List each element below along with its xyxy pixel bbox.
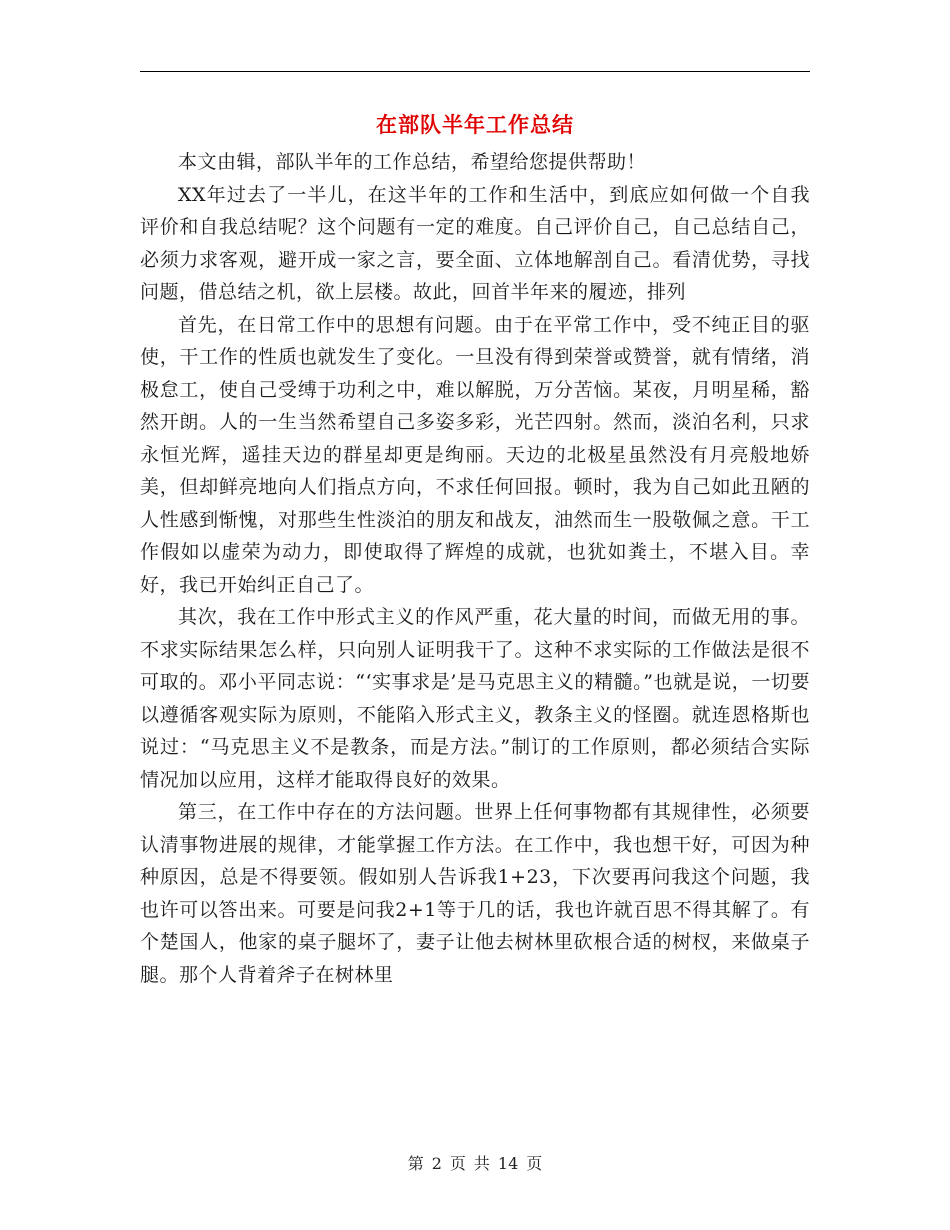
footer-total-word: 共 (473, 1154, 490, 1173)
paragraph-intro: 本文由辑，部队半年的工作总结，希望给您提供帮助！ (178, 151, 647, 173)
footer-prefix: 第 (407, 1154, 424, 1173)
document-title: 在部队半年工作总结 (376, 112, 574, 137)
header-rule (140, 71, 810, 72)
document-body (140, 146, 810, 991)
paragraph-3: 其次，我在工作中形式主义的作风严重，花大量的时间，而做无用的事。不求实际结果怎么样，只向别人证明我干了。这种不求实际的工作做法是很不可取的。邓小平同志说：“‘实事求是’是马克思主义的精髓。”也就是说，一切要以遵循客观实际为原则，不能陷入形式主义，教条主义的怪圈。就连恩格斯也说过：“马克思主义不是教条，而是方法。”制订的工作原则，都必须结合实际情况加以应用，这样才能取得良好的效果。 (140, 606, 810, 791)
footer-current-page: 2 (431, 1154, 442, 1173)
paragraph-1: XX年过去了一半儿，在这半年的工作和生活中，到底应如何做一个自我评价和自我总结呢？这个问题有一定的难度。自己评价自己，自己总结自己，必须力求客观，避开成一家之言，要全面、立体地解剖自己。看清优势，寻找问题，借总结之机，欲上层楼。故此，回首半年来的履迹，排列 (140, 183, 810, 303)
footer-total-pages: 14 (497, 1154, 519, 1173)
paragraph-2: 首先，在日常工作中的思想有问题。由于在平常工作中，受不纯正目的驱使，干工作的性质也就发生了变化。一旦没有得到荣誉或赞誉，就有情绪，消极怠工，使自己受缚于功利之中，难以解脱，万分苦恼。某夜，月明星稀，豁然开朗。人的一生当然希望自己多姿多彩，光芒四射。然而，淡泊名利，只求永恒光辉，遥挂天边的群星却更是绚丽。天边的北极星虽然没有月亮般地娇美，但却鲜亮地向人们指点方向，不求任何回报。顿时，我为自己如此丑陋的人性感到惭愧，对那些生性淡泊的朋友和战友，油然而生一股敬佩之意。干工作假如以虚荣为动力，即使取得了辉煌的成就，也犹如粪土，不堪入目。幸好，我已开始纠正自己了。 (140, 313, 810, 596)
footer-page-word: 页 (449, 1154, 466, 1173)
footer-suffix: 页 (526, 1154, 543, 1173)
page-footer (140, 1152, 810, 1176)
paragraph-4: 第三，在工作中存在的方法问题。世界上任何事物都有其规律性，必须要认清事物进展的规律，才能掌握工作方法。在工作中，我也想干好，可因为种种原因，总是不得要领。假如别人告诉我1+23，下次要再问我这个问题，我也许可以答出来。可要是问我2+1等于几的话，我也许就百思不得其解了。有个楚国人，他家的桌子腿坏了，妻子让他去树林里砍根合适的树杈，来做桌子腿。那个人背着斧子在树林里 (140, 801, 810, 986)
